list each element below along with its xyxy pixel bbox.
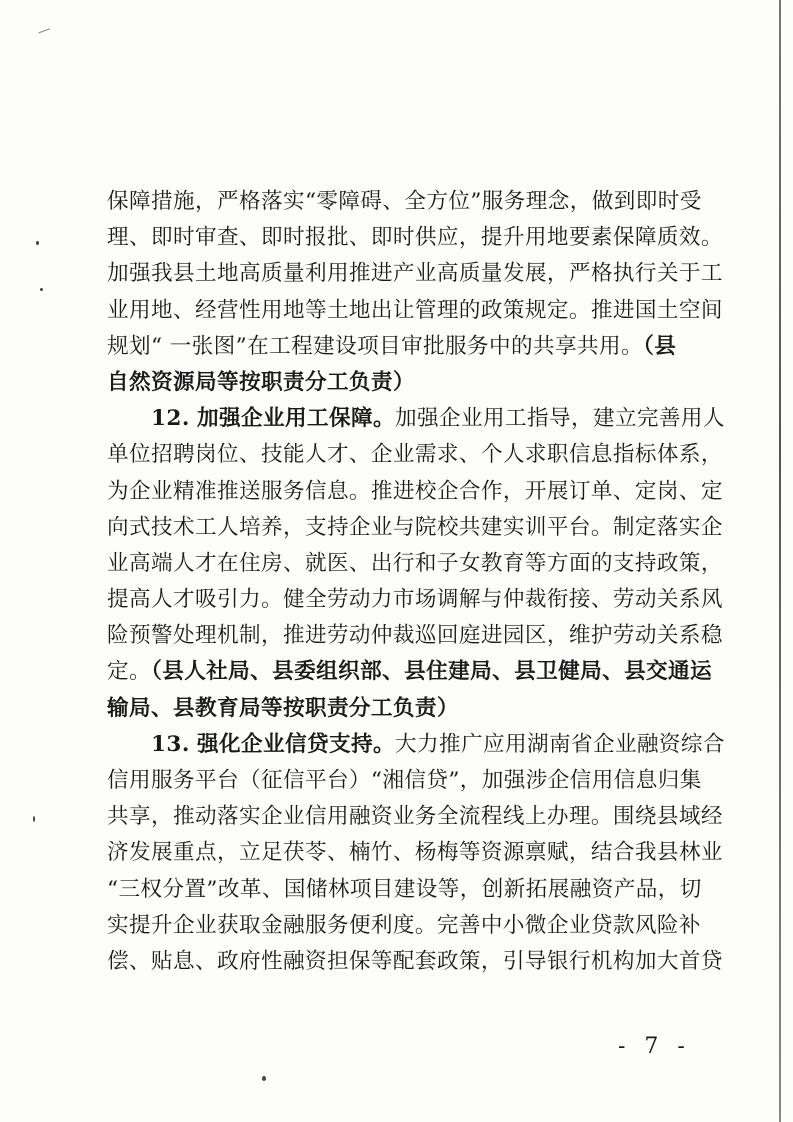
section-13-first-line (107, 727, 725, 763)
section-number: 12. (151, 406, 190, 432)
scan-edge (779, 0, 781, 1122)
scan-speck (36, 241, 39, 245)
text-line: 为企业精准推送服务信息。推进校企合作，开展订单、定岗、定 (107, 478, 723, 504)
text-line (107, 654, 713, 690)
text-line (107, 329, 687, 365)
text-line: “三权分置”改革、国储林项目建设等，创新拓展融资产品，切 (107, 876, 702, 902)
scan-speck (40, 288, 43, 291)
body-text (107, 184, 725, 980)
text-line: 共享，推动落实企业信用融资业务全流程线上办理。围绕县域经 (107, 804, 723, 830)
text-span: 加强企业用工指导，建立完善用人 (395, 406, 725, 432)
text-line: 业用地、经营性用地等土地出让管理的政策规定。推进国土空间 (107, 297, 723, 323)
scan-speck (33, 816, 35, 822)
text-line: 单位招聘岗位、技能人才、企业需求、个人求职信息指标体系， (107, 442, 723, 468)
corner-mark (38, 28, 53, 42)
responsible-units: （县人社局、县委组织部、县住建局、县卫健局、县交通运 (151, 659, 713, 685)
text-line: 业高端人才在住房、就医、出行和子女教育等方面的支持政策， (107, 550, 723, 576)
text-line: 加强我县土地高质量利用推进产业高质量发展，严格执行关于工 (107, 261, 723, 287)
text-span: 规划“ 一张图”在工程建设项目审批服务中的共享共用。 (107, 333, 644, 359)
page-number: - 7 - (618, 1034, 691, 1059)
text-line: 向式技术工人培养，支持企业与院校共建实训平台。制定落实企 (107, 514, 723, 540)
scan-speck (262, 1076, 266, 1081)
text-span: 大力推广应用湖南省企业融资综合 (395, 731, 725, 757)
responsible-units: （县 (643, 333, 677, 359)
responsible-units: 自然资源局等按职责分工负责） (107, 369, 415, 395)
section-heading: 加强企业用工保障。 (197, 406, 395, 432)
responsible-units: 输局、县教育局等按职责分工负责） (107, 695, 459, 721)
section-12-first-line (107, 401, 725, 437)
text-line: 偿、贴息、政府性融资担保等配套政策，引导银行机构加大首贷 (107, 948, 723, 974)
text-line: 险预警处理机制，推进劳动仲裁巡回庭进园区，维护劳动关系稳 (107, 623, 723, 649)
text-line: 信用服务平台（征信平台）“湘信贷”，加强涉企信用信息归集 (107, 768, 702, 793)
section-number: 13. (151, 731, 190, 757)
text-span: 定。 (107, 659, 151, 685)
text-line: 理、即时审查、即时报批、即时供应，提升用地要素保障质效。 (107, 225, 723, 251)
text-line: 保障措施，严格落实“零障碍、全方位”服务理念，做到即时受 (107, 189, 702, 214)
section-heading: 强化企业信贷支持。 (197, 731, 395, 757)
text-line: 提高人才吸引力。健全劳动力市场调解与仲裁衔接、劳动关系风 (107, 587, 723, 613)
text-line: 济发展重点，立足茯苓、楠竹、杨梅等资源禀赋，结合我县林业 (107, 840, 723, 866)
text-line: 实提升企业获取金融服务便利度。完善中小微企业贷款风险补 (107, 912, 701, 938)
